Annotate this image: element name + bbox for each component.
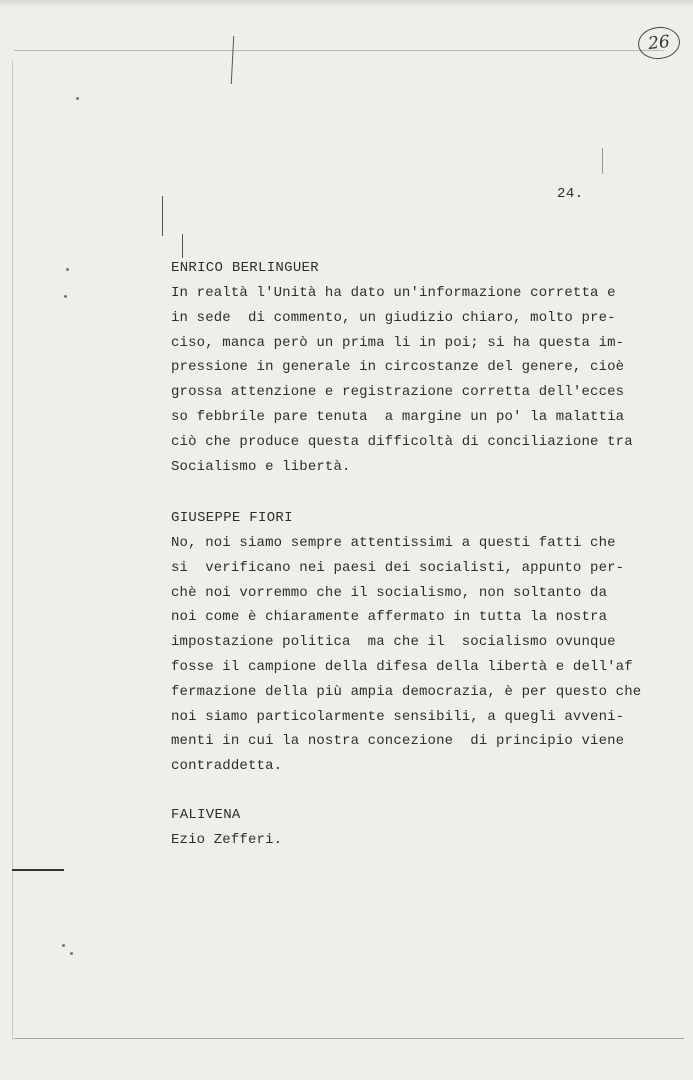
speech-line: fermazione della più ampia democrazia, è per questo che bbox=[171, 683, 642, 700]
speech-block-fiori bbox=[171, 506, 641, 779]
speaker-name: ENRICO BERLINGUER bbox=[171, 260, 319, 276]
margin-mark bbox=[12, 869, 64, 871]
speech-block-berlinguer bbox=[171, 256, 641, 479]
scan-speck bbox=[66, 268, 69, 271]
speech-line: Socialismo e libertà. bbox=[171, 458, 351, 475]
pencil-tick bbox=[182, 234, 183, 258]
scan-top-edge bbox=[0, 0, 693, 8]
speech-line: chè noi vorremmo che il socialismo, non soltanto da bbox=[171, 584, 608, 601]
scan-speck bbox=[64, 295, 67, 298]
scan-speck bbox=[62, 944, 65, 947]
speech-line: Ezio Zefferi. bbox=[171, 832, 283, 848]
top-rule bbox=[14, 50, 664, 51]
scan-speck bbox=[76, 97, 79, 100]
speech-line: menti in cui la nostra concezione di principio viene bbox=[171, 733, 625, 750]
speech-line: contraddetta. bbox=[171, 758, 283, 775]
speech-line: grossa attenzione e registrazione corretta dell'ecces bbox=[171, 384, 625, 401]
left-margin-line bbox=[12, 60, 13, 1040]
page-number: 24. bbox=[557, 186, 584, 202]
speaker-name: FALIVENA bbox=[171, 807, 241, 823]
speech-line: ciò che produce questa difficoltà di conciliazione tra bbox=[171, 433, 633, 450]
pencil-tick bbox=[231, 36, 235, 84]
speech-line: impostazione politica ma che il socialismo ovunque bbox=[171, 634, 616, 651]
speech-line: fosse il campione della difesa della libertà e dell'af bbox=[171, 658, 633, 675]
pencil-tick bbox=[162, 196, 163, 236]
speech-line: No, noi siamo sempre attentissimi a questi fatti che bbox=[171, 535, 616, 551]
archive-stamp: 26 bbox=[636, 25, 681, 61]
speaker-name: GIUSEPPE FIORI bbox=[171, 510, 293, 526]
pencil-tick bbox=[602, 148, 603, 174]
speech-line: noi come è chiaramente affermato in tutta la nostra bbox=[171, 609, 608, 626]
speech-line: pressione in generale in circostanze del genere, cioè bbox=[171, 359, 625, 376]
speech-line: si verificano nei paesi dei socialisti, appunto per- bbox=[171, 559, 625, 576]
speech-line: so febbrile pare tenuta a margine un po' la malattia bbox=[171, 408, 625, 425]
speech-block-falivena bbox=[171, 803, 641, 853]
speech-line: in sede di commento, un giudizio chiaro, molto pre- bbox=[171, 309, 616, 326]
bottom-rule bbox=[14, 1038, 684, 1039]
speech-line: noi siamo particolarmente sensibili, a quegli avveni- bbox=[171, 708, 625, 725]
scan-speck bbox=[70, 952, 73, 955]
speech-line: In realtà l'Unità ha dato un'informazione corretta e bbox=[171, 285, 616, 301]
speech-line: ciso, manca però un prima li in poi; si ha questa im- bbox=[171, 334, 625, 351]
